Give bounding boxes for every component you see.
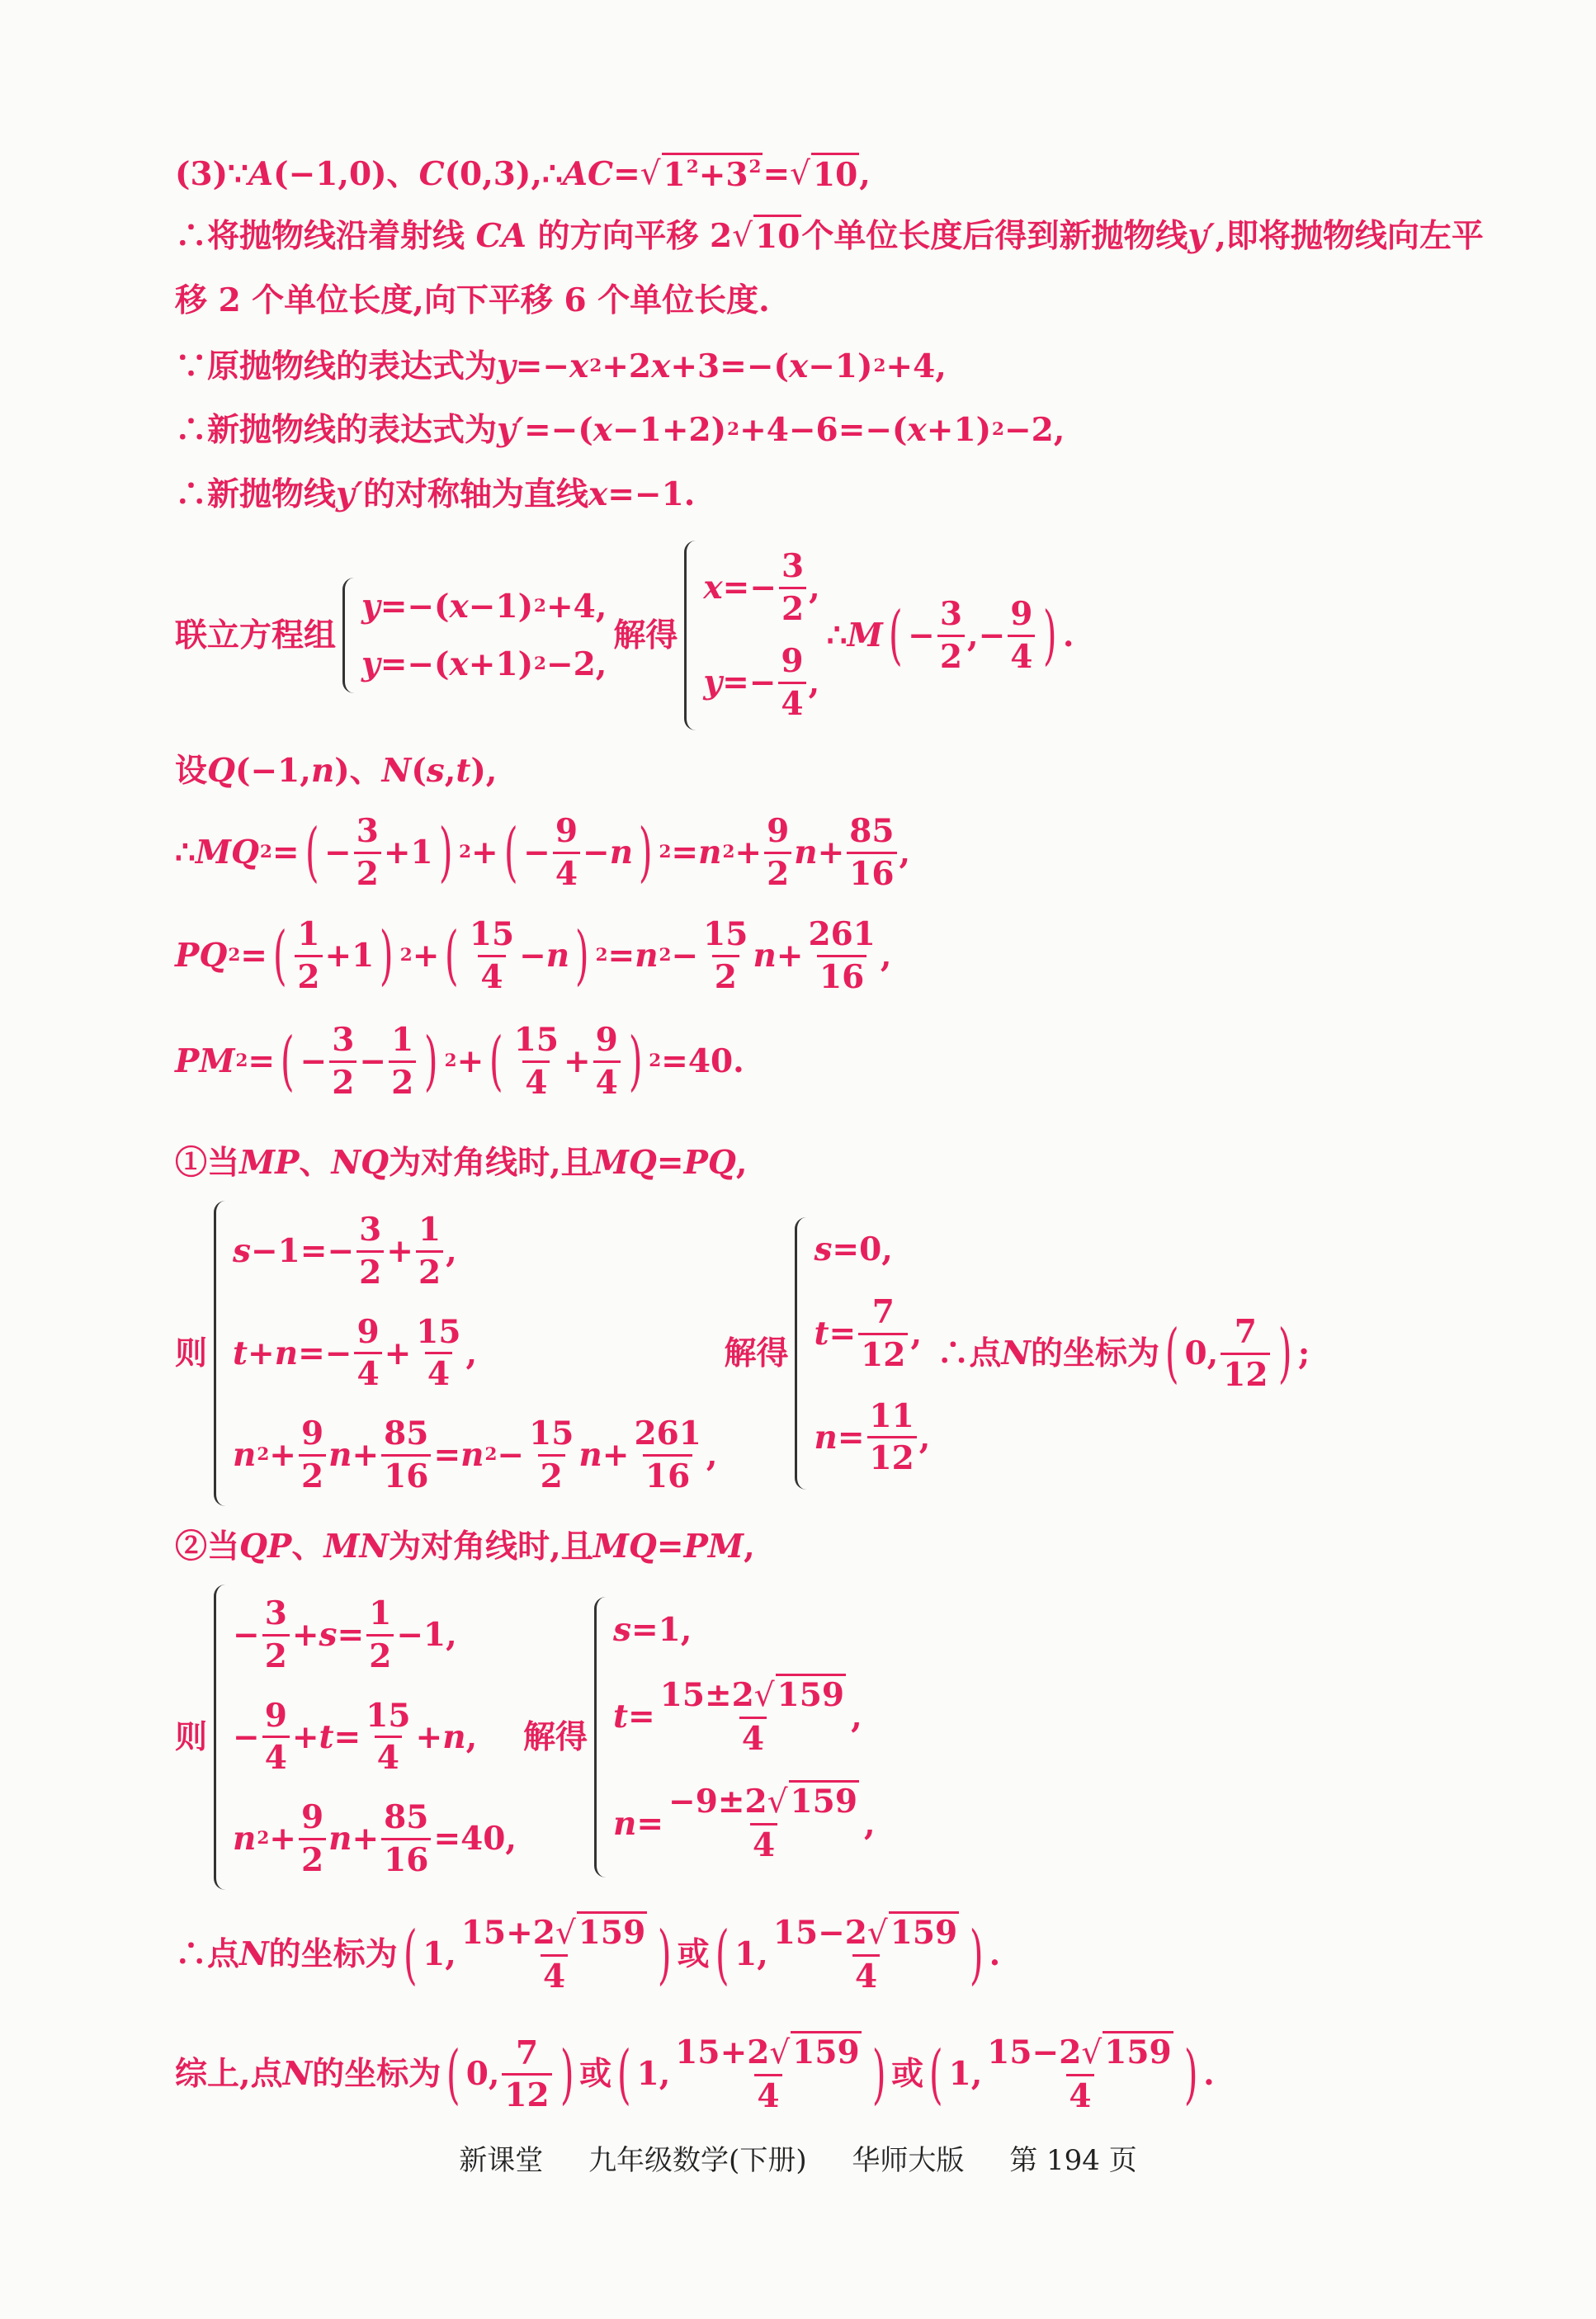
line-13: 则 s −1=− 3 2 + 1 2 , t + n =− 9 4 + 15 4 , n 2 + 9 2 n + 85 16 = n 2 − 15 2 n + 261 16 , 解得 s =0, t = 7 12 , n = 11 12 , ∴点 N 的坐标为 ( 0, 7 12 ) ; [175, 1197, 1310, 1510]
line-11: PM 2 = ( − 3 2 − 1 2 ) 2 + ( 15 4 + 9 4 ) 2 =40. [175, 1021, 744, 1102]
line-8: 设 Q (−1, n )、 N ( s , t ), [175, 752, 498, 790]
solution-2: s =0, t = 7 12 , n = 11 12 , [795, 1217, 930, 1490]
system-3: − 3 2 + s = 1 2 −1, − 9 4 + t = 15 4 + n , n 2 + 9 2 n + 85 16 =40, [214, 1585, 517, 1890]
line-16: ∴点 N 的坐标为 ( 1, 15+2√159 4 ) 或 ( 1, 15−2√159 4 ) . [175, 1915, 1000, 1995]
line-15: 则 − 3 2 + s = 1 2 −1, − 9 4 + t = 15 4 + n , n 2 + 9 2 n + 85 16 =40, 解得 s =1, t = 15±2√159 4 , n = −9±2√159 4 , [175, 1580, 882, 1894]
footer-page-number: 第 194 页 [1009, 2144, 1137, 2177]
line-5: ∴新抛物线的表达式为 y′ =−( x −1+2) 2 +4−6=−( x +1) 2 −2, [175, 411, 1065, 449]
system-1: y =−( x −1) 2 +4, y =−( x +1) 2 −2, [342, 578, 607, 693]
solution-1: x =− 3 2 , y =− 9 4 , [684, 541, 819, 730]
solution-3: s =1, t = 15±2√159 4 , n = −9±2√159 4 , [594, 1597, 876, 1877]
line-4: ∵原抛物线的表达式为 y =− x 2 +2 x +3=−( x −1) 2 +4, [175, 347, 947, 385]
footer-book: 九年级数学(下册) [588, 2144, 807, 2177]
line-7: 联立方程组 y =−( x −1) 2 +4, y =−( x +1) 2 −2, 解得 x =− 3 2 , y =− 9 4 , ∴ M ( − 3 2 ,− 9 4 ) . [175, 536, 1074, 734]
system-2: s −1=− 3 2 + 1 2 , t + n =− 9 4 + 15 4 , n 2 + 9 2 n + 85 16 = n 2 − 15 2 n + 261 16 , [214, 1201, 717, 1506]
page-footer [0, 2137, 1596, 2178]
line-14: ②当 QP 、 MN 为对角线时,且 MQ = PM , [175, 1528, 755, 1566]
line-1: (3)∵ A (−1,0)、 C (0,3),∴ AC = √ $1^2+3^2$ = √ 10 , [175, 153, 871, 196]
line-12: ①当 MP 、 NQ 为对角线时,且 MQ = PQ , [175, 1144, 748, 1182]
line-2: ∴将抛物线沿着射线 CA 的方向平移 2 √ 10 个单位长度后得到新抛物线 y′ ,即将抛物线向左平 [175, 215, 1484, 257]
line-6: ∴新抛物线 y′ 的对称轴为直线 x =−1. [175, 475, 696, 513]
line-3: 移 2 个单位长度,向下平移 6 个单位长度. [175, 281, 770, 319]
line-10: PQ 2 = ( 1 2 +1 ) 2 + ( 15 4 − n ) 2 = n 2 − 15 2 n + 261 16 , [175, 915, 892, 996]
line-9: ∴ MQ 2 = ( − 3 2 +1 ) 2 + ( − 9 4 − n ) 2 = n 2 + 9 2 n + 85 16 , [175, 812, 911, 893]
footer-brand: 新课堂 [459, 2144, 544, 2177]
line-17: 综上,点 N 的坐标为 ( 0, 7 12 ) 或 ( 1, 15+2√159 4 ) 或 ( 1, 15−2√159 4 ) . [175, 2034, 1215, 2115]
footer-publisher: 华师大版 [852, 2144, 965, 2177]
